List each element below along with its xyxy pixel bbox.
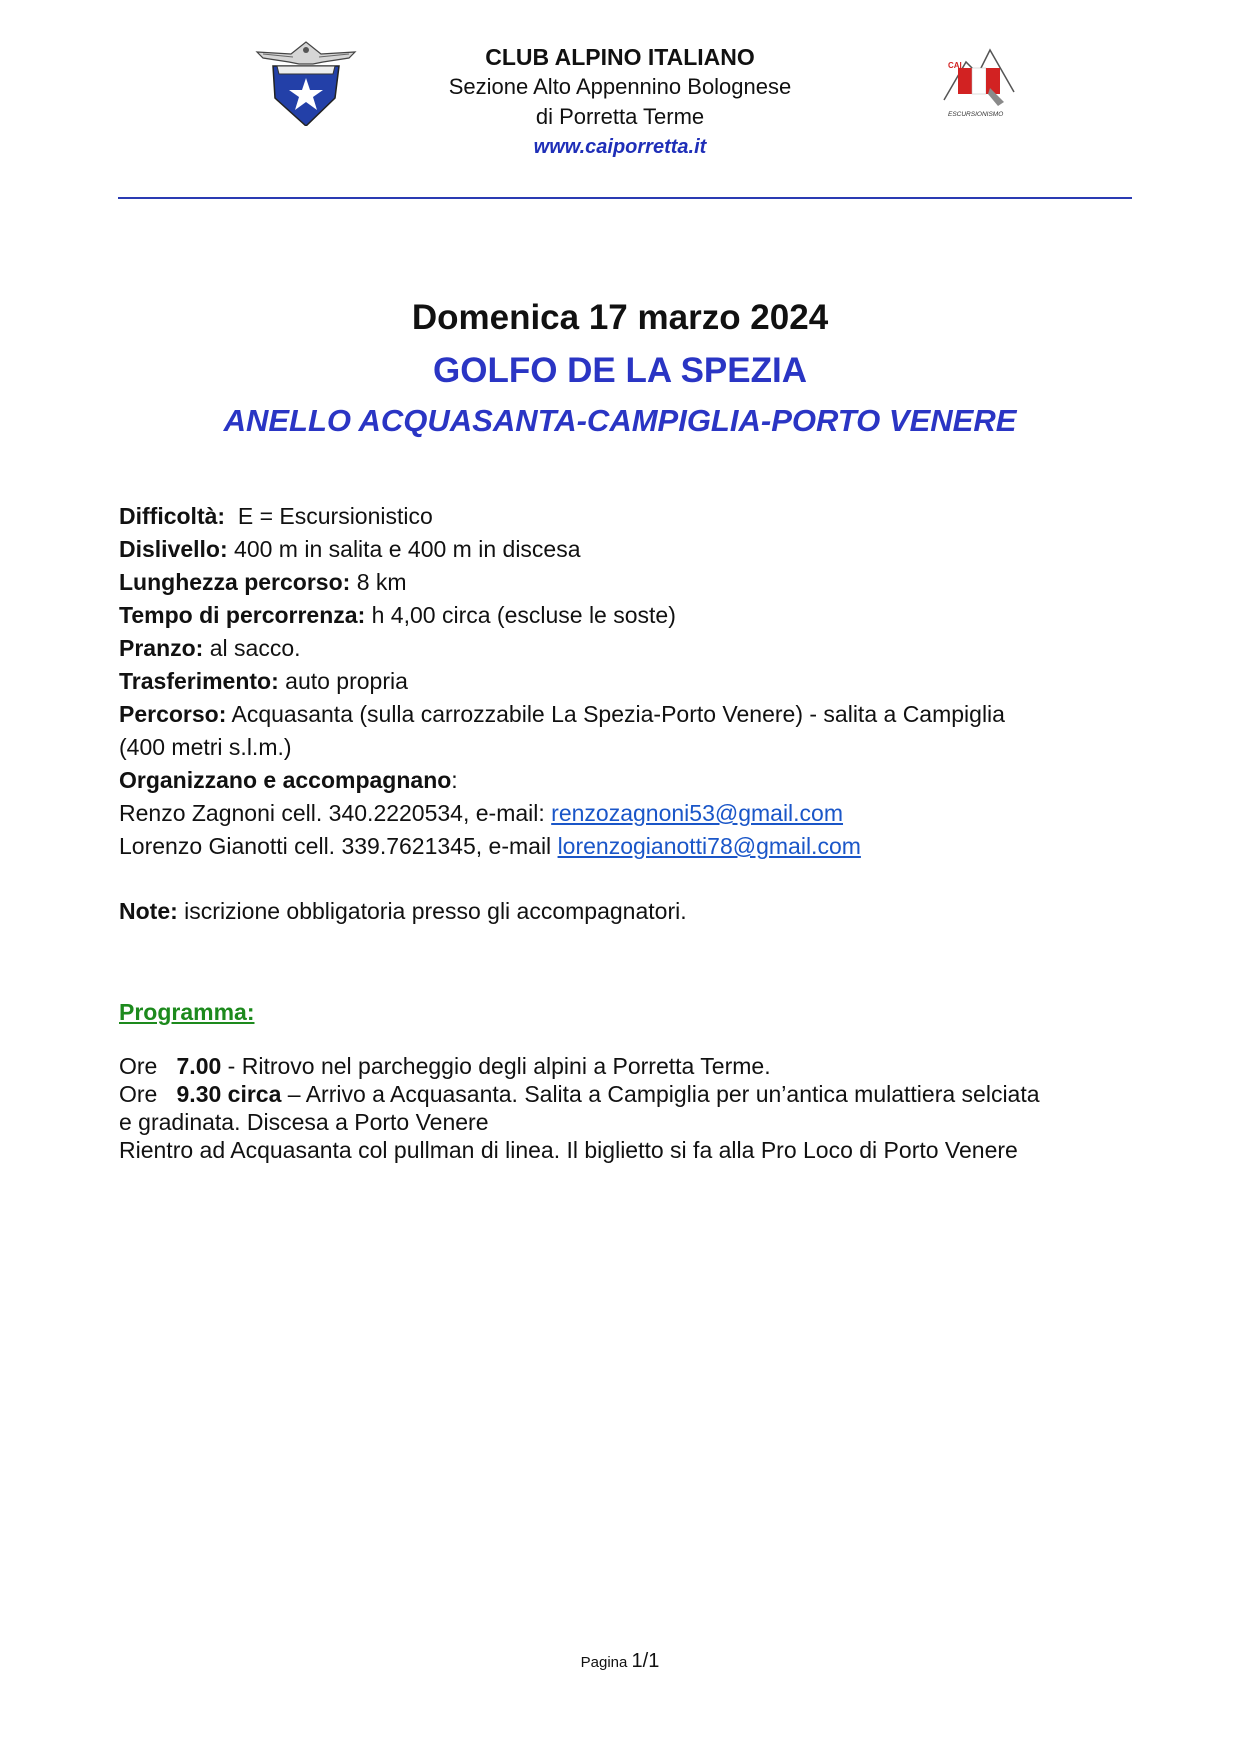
event-details xyxy=(119,500,1129,863)
program-item-1-text: - Ritrovo nel parcheggio degli alpini a Porretta Terme. xyxy=(221,1053,771,1079)
program-item-2-text: – Arrivo a Acquasanta. Salita a Campiglia per un’antica mulattiera selciata xyxy=(281,1081,1040,1107)
elevation-label: Dislivello: xyxy=(119,536,228,562)
organizers-colon: : xyxy=(451,767,458,793)
time-label: Tempo di percorrenza: xyxy=(119,602,366,628)
transfer-value: auto propria xyxy=(285,668,408,694)
svg-text:ESCURSIONISMO: ESCURSIONISMO xyxy=(948,111,1004,118)
event-date: Domenica 17 marzo 2024 xyxy=(411,298,829,337)
svg-text:CAI: CAI xyxy=(948,61,962,70)
elevation-value: 400 m in salita e 400 m in discesa xyxy=(234,536,581,562)
program-item-2-time: 9.30 circa xyxy=(176,1081,282,1107)
program-item-2-cont: e gradinata. Discesa a Porto Venere xyxy=(119,1109,489,1135)
organizer-2 xyxy=(119,830,1129,863)
letterhead xyxy=(0,42,1240,162)
program-item-1-prefix: Ore xyxy=(119,1053,158,1079)
header-divider xyxy=(118,197,1132,199)
program-item-2 xyxy=(119,1080,1129,1108)
difficulty-label: Difficoltà: xyxy=(119,503,226,529)
route-value: Acquasanta (sulla carrozzabile La Spezia-Porto Venere) - salita a Campiglia xyxy=(231,701,1005,727)
detail-route-cont: (400 metri s.l.m.) xyxy=(119,734,292,760)
program xyxy=(119,1052,1129,1164)
program-item-3: Rientro ad Acquasanta col pullman di linea. Il biglietto si fa alla Pro Loco di Porto Venere xyxy=(119,1137,1018,1163)
organizer-2-email-link[interactable]: lorenzogianotti78@gmail.com xyxy=(557,833,861,859)
difficulty-value: E = Escursionistico xyxy=(237,503,433,529)
page-footer xyxy=(0,1650,1240,1673)
detail-organizers xyxy=(119,764,1129,797)
page-label: Pagina xyxy=(580,1654,628,1671)
organizers-label: Organizzano e accompagnano xyxy=(119,767,452,793)
organizer-2-contact: Lorenzo Gianotti cell. 339.7621345, e-mail xyxy=(119,833,558,859)
program-item-1 xyxy=(119,1052,1129,1080)
transfer-label: Trasferimento: xyxy=(119,668,279,694)
section-town: di Porretta Terme xyxy=(535,104,705,129)
page-number: 1/1 xyxy=(631,1650,660,1672)
lunch-value: al sacco. xyxy=(209,635,301,661)
org-name: CLUB ALPINO ITALIANO xyxy=(485,44,755,70)
event-title-block xyxy=(0,293,1240,443)
event-route: ANELLO ACQUASANTA-CAMPIGLIA-PORTO VENERE xyxy=(223,403,1017,438)
organizer-1 xyxy=(119,797,1129,830)
section-name: Sezione Alto Appennino Bolognese xyxy=(448,74,792,99)
detail-length xyxy=(119,566,1129,599)
detail-difficulty xyxy=(119,500,1129,533)
note xyxy=(119,895,1129,928)
program-item-1-time: 7.00 xyxy=(176,1053,222,1079)
organizer-1-email-link[interactable]: renzozagnoni53@gmail.com xyxy=(551,800,844,826)
detail-time xyxy=(119,599,1129,632)
website-link[interactable]: www.caiporretta.it xyxy=(533,136,707,158)
event-place: GOLFO DE LA SPEZIA xyxy=(433,351,807,390)
length-label: Lunghezza percorso: xyxy=(119,569,351,595)
detail-elevation xyxy=(119,533,1129,566)
lunch-label: Pranzo: xyxy=(119,635,204,661)
program-item-2-prefix: Ore xyxy=(119,1081,158,1107)
organizer-1-contact: Renzo Zagnoni cell. 340.2220534, e-mail: xyxy=(119,800,552,826)
program-title: Programma: xyxy=(119,999,255,1025)
time-value: h 4,00 circa (escluse le soste) xyxy=(371,602,676,628)
note-label: Note: xyxy=(119,898,178,924)
route-label: Percorso: xyxy=(119,701,227,727)
detail-lunch xyxy=(119,632,1129,665)
detail-route xyxy=(119,698,1129,731)
detail-transfer xyxy=(119,665,1129,698)
length-value: 8 km xyxy=(356,569,407,595)
note-text: iscrizione obbligatoria presso gli accompagnatori. xyxy=(184,898,687,924)
